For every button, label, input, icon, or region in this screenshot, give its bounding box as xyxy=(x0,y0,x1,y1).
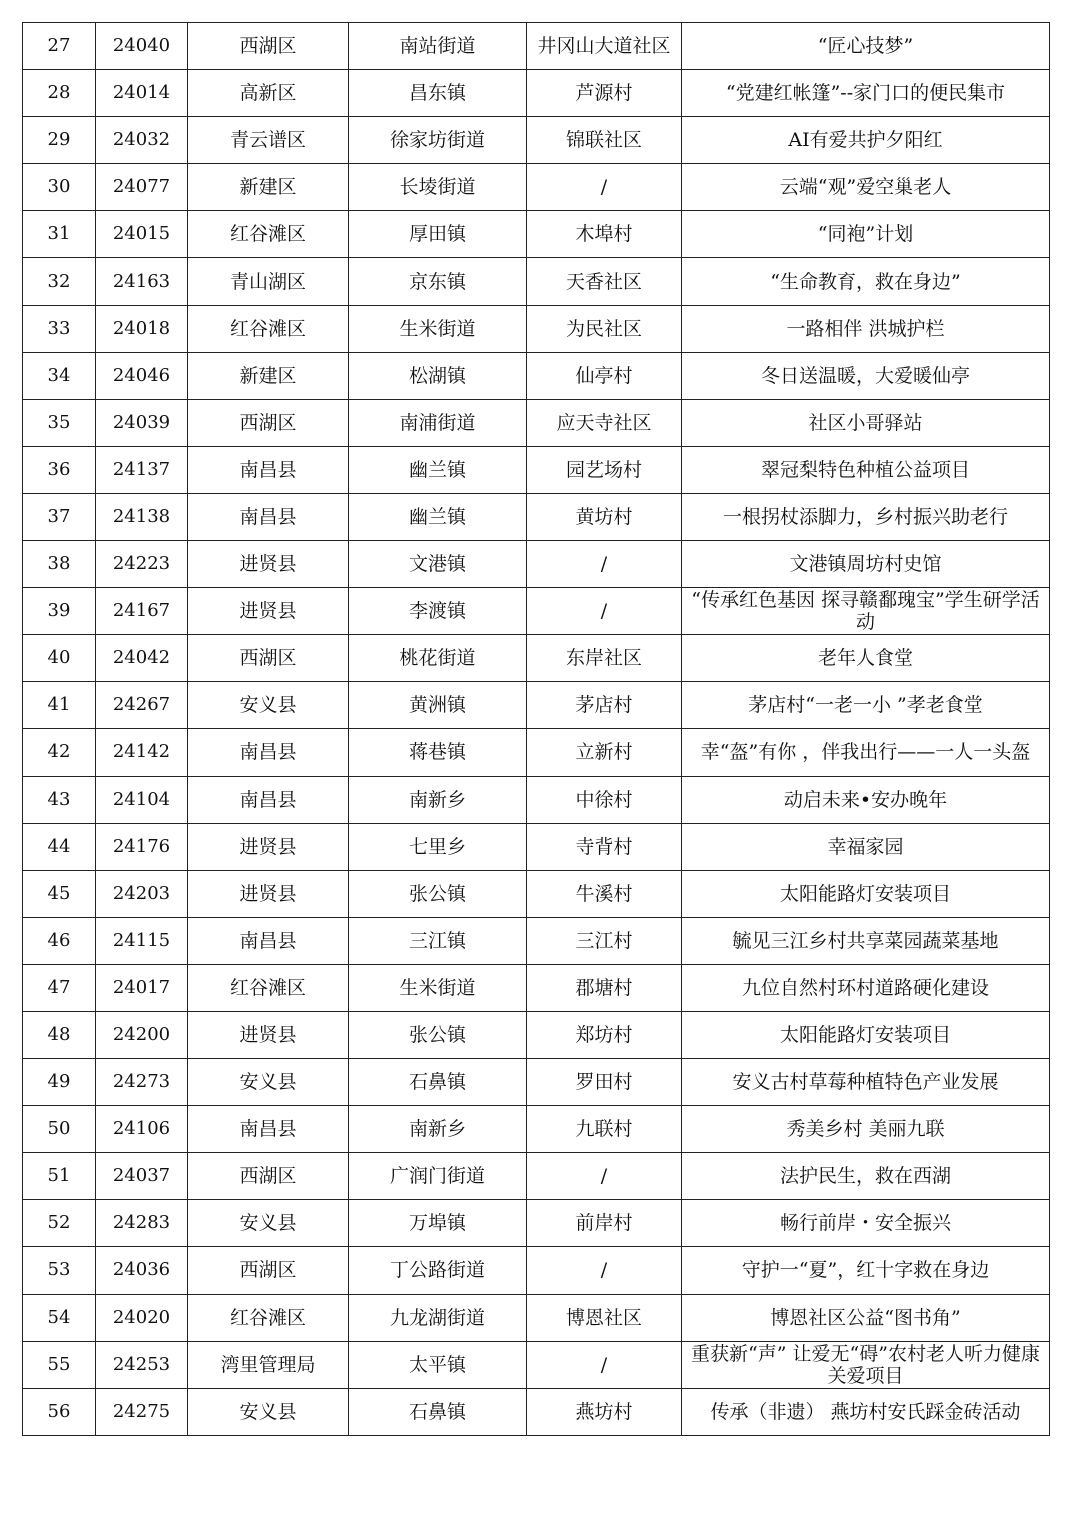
town-cell: 生米街道 xyxy=(349,964,527,1011)
community-cell: 东岸社区 xyxy=(527,635,682,682)
town-cell: 丁公路街道 xyxy=(349,1247,527,1294)
row-number-cell: 48 xyxy=(23,1011,96,1058)
district-cell: 南昌县 xyxy=(188,917,349,964)
project-code-cell: 24104 xyxy=(96,776,188,823)
district-cell: 南昌县 xyxy=(188,493,349,540)
row-number-cell: 34 xyxy=(23,352,96,399)
table-row xyxy=(23,682,1050,729)
project-name-cell: 秀美乡村 美丽九联 xyxy=(682,1106,1050,1153)
district-cell: 红谷滩区 xyxy=(188,964,349,1011)
project-code-cell: 24253 xyxy=(96,1341,188,1388)
project-name-cell: “生命教育，救在身边” xyxy=(682,258,1050,305)
town-cell: 南新乡 xyxy=(349,776,527,823)
district-cell: 青山湖区 xyxy=(188,258,349,305)
district-cell: 进贤县 xyxy=(188,588,349,635)
town-cell: 黄洲镇 xyxy=(349,682,527,729)
community-cell: 木埠村 xyxy=(527,211,682,258)
project-code-cell: 24203 xyxy=(96,870,188,917)
row-number-cell: 29 xyxy=(23,117,96,164)
row-number-cell: 43 xyxy=(23,776,96,823)
table-row xyxy=(23,1388,1050,1435)
row-number-cell: 37 xyxy=(23,493,96,540)
district-cell: 安义县 xyxy=(188,682,349,729)
table-row xyxy=(23,258,1050,305)
table-row xyxy=(23,1011,1050,1058)
row-number-cell: 32 xyxy=(23,258,96,305)
community-cell: / xyxy=(527,1247,682,1294)
project-code-cell: 24032 xyxy=(96,117,188,164)
row-number-cell: 35 xyxy=(23,399,96,446)
project-code-cell: 24267 xyxy=(96,682,188,729)
community-cell: 博恩社区 xyxy=(527,1294,682,1341)
project-name-cell: “同袍”计划 xyxy=(682,211,1050,258)
project-code-cell: 24167 xyxy=(96,588,188,635)
community-cell: 燕坊村 xyxy=(527,1388,682,1435)
table-row xyxy=(23,117,1050,164)
community-cell: 仙亭村 xyxy=(527,352,682,399)
table-row xyxy=(23,1106,1050,1153)
project-name-cell: AI有爱共护夕阳红 xyxy=(682,117,1050,164)
community-cell: / xyxy=(527,1341,682,1388)
district-cell: 进贤县 xyxy=(188,1011,349,1058)
community-cell: 天香社区 xyxy=(527,258,682,305)
table-row xyxy=(23,541,1050,588)
project-name-cell: 社区小哥驿站 xyxy=(682,399,1050,446)
town-cell: 厚田镇 xyxy=(349,211,527,258)
row-number-cell: 27 xyxy=(23,23,96,70)
district-cell: 新建区 xyxy=(188,164,349,211)
project-name-cell: 动启未来•安办晚年 xyxy=(682,776,1050,823)
project-name-cell: 老年人食堂 xyxy=(682,635,1050,682)
town-cell: 文港镇 xyxy=(349,541,527,588)
town-cell: 松湖镇 xyxy=(349,352,527,399)
community-cell: / xyxy=(527,164,682,211)
project-name-cell: 安义古村草莓种植特色产业发展 xyxy=(682,1059,1050,1106)
project-code-cell: 24017 xyxy=(96,964,188,1011)
project-name-cell: 太阳能路灯安装项目 xyxy=(682,870,1050,917)
project-name-cell: 畅行前岸・安全振兴 xyxy=(682,1200,1050,1247)
table-row xyxy=(23,1153,1050,1200)
project-code-cell: 24039 xyxy=(96,399,188,446)
table-row xyxy=(23,1247,1050,1294)
town-cell: 九龙湖街道 xyxy=(349,1294,527,1341)
project-name-cell: 幸福家园 xyxy=(682,823,1050,870)
table-row xyxy=(23,305,1050,352)
town-cell: 石鼻镇 xyxy=(349,1059,527,1106)
project-code-cell: 24137 xyxy=(96,446,188,493)
table-row xyxy=(23,164,1050,211)
town-cell: 石鼻镇 xyxy=(349,1388,527,1435)
community-cell: 寺背村 xyxy=(527,823,682,870)
project-code-cell: 24037 xyxy=(96,1153,188,1200)
row-number-cell: 56 xyxy=(23,1388,96,1435)
community-cell: 立新村 xyxy=(527,729,682,776)
project-code-cell: 24283 xyxy=(96,1200,188,1247)
district-cell: 湾里管理局 xyxy=(188,1341,349,1388)
district-cell: 安义县 xyxy=(188,1059,349,1106)
community-cell: 九联村 xyxy=(527,1106,682,1153)
district-cell: 安义县 xyxy=(188,1200,349,1247)
row-number-cell: 28 xyxy=(23,70,96,117)
community-cell: / xyxy=(527,588,682,635)
project-code-cell: 24014 xyxy=(96,70,188,117)
community-cell: 应天寺社区 xyxy=(527,399,682,446)
community-cell: 锦联社区 xyxy=(527,117,682,164)
row-number-cell: 47 xyxy=(23,964,96,1011)
town-cell: 太平镇 xyxy=(349,1341,527,1388)
project-code-cell: 24163 xyxy=(96,258,188,305)
project-name-cell: 冬日送温暖，大爱暖仙亭 xyxy=(682,352,1050,399)
row-number-cell: 38 xyxy=(23,541,96,588)
table-row xyxy=(23,23,1050,70)
table-row xyxy=(23,635,1050,682)
project-code-cell: 24036 xyxy=(96,1247,188,1294)
project-name-cell: 一路相伴 洪城护栏 xyxy=(682,305,1050,352)
district-cell: 西湖区 xyxy=(188,635,349,682)
table-row xyxy=(23,493,1050,540)
table-row xyxy=(23,870,1050,917)
district-cell: 进贤县 xyxy=(188,541,349,588)
table-row xyxy=(23,917,1050,964)
row-number-cell: 46 xyxy=(23,917,96,964)
community-cell: 茅店村 xyxy=(527,682,682,729)
table-row xyxy=(23,399,1050,446)
district-cell: 南昌县 xyxy=(188,729,349,776)
row-number-cell: 50 xyxy=(23,1106,96,1153)
project-name-cell: “党建红帐篷”--家门口的便民集市 xyxy=(682,70,1050,117)
project-code-cell: 24015 xyxy=(96,211,188,258)
project-code-cell: 24223 xyxy=(96,541,188,588)
community-cell: 三江村 xyxy=(527,917,682,964)
row-number-cell: 53 xyxy=(23,1247,96,1294)
table-row xyxy=(23,964,1050,1011)
project-name-cell: 云端“观”爱空巢老人 xyxy=(682,164,1050,211)
project-table-body xyxy=(23,23,1050,1436)
town-cell: 广润门街道 xyxy=(349,1153,527,1200)
town-cell: 万埠镇 xyxy=(349,1200,527,1247)
row-number-cell: 33 xyxy=(23,305,96,352)
district-cell: 西湖区 xyxy=(188,23,349,70)
community-cell: 前岸村 xyxy=(527,1200,682,1247)
community-cell: / xyxy=(527,541,682,588)
table-row xyxy=(23,70,1050,117)
community-cell: 郑坊村 xyxy=(527,1011,682,1058)
table-row xyxy=(23,1294,1050,1341)
district-cell: 红谷滩区 xyxy=(188,211,349,258)
community-cell: / xyxy=(527,1153,682,1200)
project-name-cell: “匠心技梦” xyxy=(682,23,1050,70)
project-code-cell: 24275 xyxy=(96,1388,188,1435)
project-code-cell: 24138 xyxy=(96,493,188,540)
table-row xyxy=(23,1059,1050,1106)
town-cell: 徐家坊街道 xyxy=(349,117,527,164)
district-cell: 进贤县 xyxy=(188,823,349,870)
project-code-cell: 24020 xyxy=(96,1294,188,1341)
project-name-cell: 守护一“夏”，红十字救在身边 xyxy=(682,1247,1050,1294)
row-number-cell: 45 xyxy=(23,870,96,917)
community-cell: 牛溪村 xyxy=(527,870,682,917)
project-name-cell: 九位自然村环村道路硬化建设 xyxy=(682,964,1050,1011)
project-name-cell: 幸“盔”有你 ，伴我出行——一人一头盔 xyxy=(682,729,1050,776)
town-cell: 生米街道 xyxy=(349,305,527,352)
row-number-cell: 55 xyxy=(23,1341,96,1388)
table-row xyxy=(23,776,1050,823)
project-code-cell: 24040 xyxy=(96,23,188,70)
project-name-cell: 传承（非遗） 燕坊村安氏踩金砖活动 xyxy=(682,1388,1050,1435)
district-cell: 南昌县 xyxy=(188,776,349,823)
community-cell: 黄坊村 xyxy=(527,493,682,540)
district-cell: 红谷滩区 xyxy=(188,305,349,352)
table-row xyxy=(23,823,1050,870)
project-name-cell: 法护民生，救在西湖 xyxy=(682,1153,1050,1200)
community-cell: 为民社区 xyxy=(527,305,682,352)
row-number-cell: 52 xyxy=(23,1200,96,1247)
town-cell: 幽兰镇 xyxy=(349,493,527,540)
project-code-cell: 24200 xyxy=(96,1011,188,1058)
row-number-cell: 39 xyxy=(23,588,96,635)
town-cell: 长堎街道 xyxy=(349,164,527,211)
project-name-cell: 毓见三江乡村共享菜园蔬菜基地 xyxy=(682,917,1050,964)
town-cell: 七里乡 xyxy=(349,823,527,870)
table-row xyxy=(23,588,1050,635)
community-cell: 园艺场村 xyxy=(527,446,682,493)
town-cell: 李渡镇 xyxy=(349,588,527,635)
project-name-cell: 博恩社区公益“图书角” xyxy=(682,1294,1050,1341)
project-code-cell: 24115 xyxy=(96,917,188,964)
town-cell: 南新乡 xyxy=(349,1106,527,1153)
town-cell: 南站街道 xyxy=(349,23,527,70)
row-number-cell: 51 xyxy=(23,1153,96,1200)
row-number-cell: 40 xyxy=(23,635,96,682)
project-name-cell: 一根拐杖添脚力，乡村振兴助老行 xyxy=(682,493,1050,540)
town-cell: 张公镇 xyxy=(349,870,527,917)
table-row xyxy=(23,1200,1050,1247)
row-number-cell: 36 xyxy=(23,446,96,493)
town-cell: 幽兰镇 xyxy=(349,446,527,493)
district-cell: 高新区 xyxy=(188,70,349,117)
row-number-cell: 54 xyxy=(23,1294,96,1341)
project-code-cell: 24106 xyxy=(96,1106,188,1153)
community-cell: 井冈山大道社区 xyxy=(527,23,682,70)
district-cell: 新建区 xyxy=(188,352,349,399)
town-cell: 张公镇 xyxy=(349,1011,527,1058)
project-name-cell: “传承红色基因 探寻赣鄱瑰宝”学生研学活动 xyxy=(682,588,1050,635)
project-name-cell: 茅店村“一老一小 ”孝老食堂 xyxy=(682,682,1050,729)
table-row xyxy=(23,1341,1050,1388)
district-cell: 青云谱区 xyxy=(188,117,349,164)
district-cell: 南昌县 xyxy=(188,1106,349,1153)
project-code-cell: 24176 xyxy=(96,823,188,870)
project-code-cell: 24042 xyxy=(96,635,188,682)
table-row xyxy=(23,352,1050,399)
town-cell: 蒋巷镇 xyxy=(349,729,527,776)
table-row xyxy=(23,729,1050,776)
row-number-cell: 41 xyxy=(23,682,96,729)
town-cell: 三江镇 xyxy=(349,917,527,964)
row-number-cell: 49 xyxy=(23,1059,96,1106)
district-cell: 红谷滩区 xyxy=(188,1294,349,1341)
district-cell: 西湖区 xyxy=(188,1153,349,1200)
table-row xyxy=(23,446,1050,493)
town-cell: 南浦街道 xyxy=(349,399,527,446)
district-cell: 西湖区 xyxy=(188,1247,349,1294)
project-code-cell: 24142 xyxy=(96,729,188,776)
town-cell: 京东镇 xyxy=(349,258,527,305)
town-cell: 昌东镇 xyxy=(349,70,527,117)
project-name-cell: 翠冠梨特色种植公益项目 xyxy=(682,446,1050,493)
row-number-cell: 42 xyxy=(23,729,96,776)
district-cell: 西湖区 xyxy=(188,399,349,446)
row-number-cell: 31 xyxy=(23,211,96,258)
project-code-cell: 24273 xyxy=(96,1059,188,1106)
district-cell: 南昌县 xyxy=(188,446,349,493)
town-cell: 桃花街道 xyxy=(349,635,527,682)
community-cell: 罗田村 xyxy=(527,1059,682,1106)
project-code-cell: 24077 xyxy=(96,164,188,211)
row-number-cell: 44 xyxy=(23,823,96,870)
district-cell: 进贤县 xyxy=(188,870,349,917)
community-cell: 中徐村 xyxy=(527,776,682,823)
district-cell: 安义县 xyxy=(188,1388,349,1435)
project-name-cell: 重获新“声” 让爱无“碍”农村老人听力健康关爱项目 xyxy=(682,1341,1050,1388)
project-name-cell: 文港镇周坊村史馆 xyxy=(682,541,1050,588)
table-row xyxy=(23,211,1050,258)
community-cell: 郡塘村 xyxy=(527,964,682,1011)
community-cell: 芦源村 xyxy=(527,70,682,117)
row-number-cell: 30 xyxy=(23,164,96,211)
project-name-cell: 太阳能路灯安装项目 xyxy=(682,1011,1050,1058)
project-code-cell: 24018 xyxy=(96,305,188,352)
project-table xyxy=(22,22,1050,1436)
project-code-cell: 24046 xyxy=(96,352,188,399)
